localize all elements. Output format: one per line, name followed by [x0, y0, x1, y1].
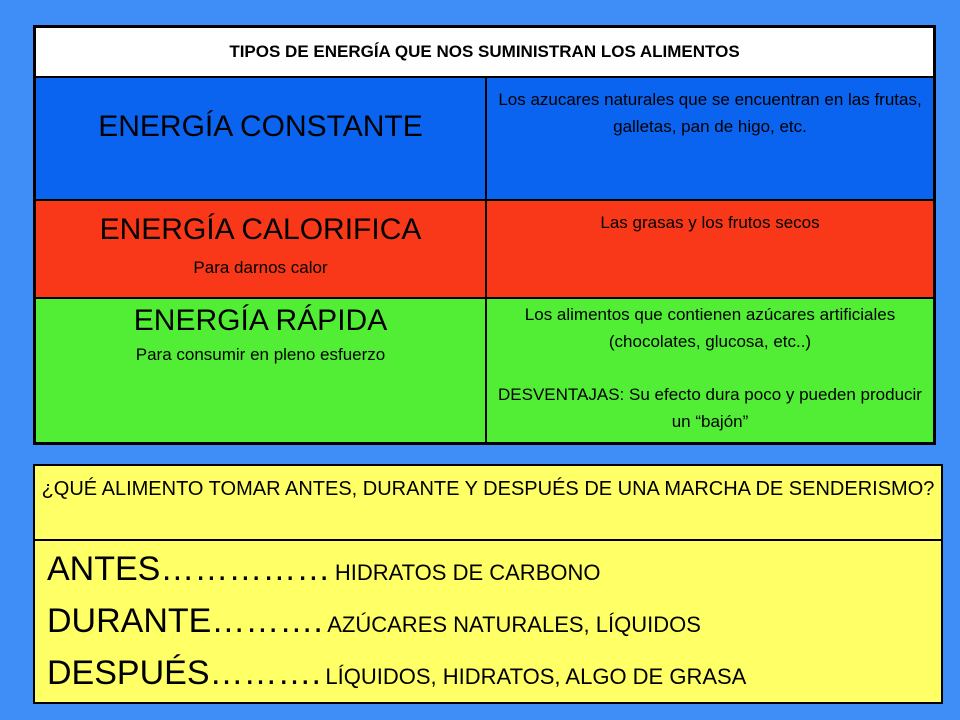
energy-note: Para darnos calor	[193, 258, 328, 277]
after-label: DESPUÉS……….	[47, 654, 321, 692]
energy-name: ENERGÍA CONSTANTE	[98, 110, 423, 143]
energy-description: Las grasas y los frutos secos	[600, 213, 820, 232]
before-label: ANTES……………	[47, 550, 331, 588]
hiking-question: ¿QUÉ ALIMENTO TOMAR ANTES, DURANTE Y DESPUÉS DE UNA MARCHA DE SENDERISMO?	[35, 466, 941, 541]
during-line	[47, 602, 701, 641]
energy-description-cell	[487, 201, 933, 297]
energy-row-calorific	[36, 201, 933, 299]
energy-row-constant	[36, 78, 933, 201]
energy-name-cell	[36, 299, 487, 442]
energy-name-cell	[36, 201, 487, 297]
energy-name: ENERGÍA CALORIFICA	[99, 213, 422, 246]
after-line	[47, 654, 746, 693]
energy-note: Para consumir en pleno esfuerzo	[135, 345, 386, 364]
energy-description: Los azucares naturales que se encuentran en las frutas, galletas, pan de higo, etc.	[498, 90, 922, 136]
after-value: LÍQUIDOS, HIDRATOS, ALGO DE GRASA	[325, 664, 747, 689]
before-line	[47, 550, 600, 589]
during-label: DURANTE……….	[47, 602, 323, 640]
energy-description-cell	[487, 78, 933, 199]
hiking-food-box	[33, 464, 943, 704]
table-title: TIPOS DE ENERGÍA QUE NOS SUMINISTRAN LOS ALIMENTOS	[36, 28, 933, 78]
during-value: AZÚCARES NATURALES, LÍQUIDOS	[327, 612, 701, 637]
energy-name: ENERGÍA RÁPIDA	[133, 304, 388, 337]
energy-types-table	[33, 25, 936, 445]
energy-description-cell	[487, 299, 933, 442]
energy-name-cell	[36, 78, 487, 199]
before-value: HIDRATOS DE CARBONO	[334, 560, 601, 585]
energy-disadvantages: DESVENTAJAS: Su efecto dura poco y pueden producir un “bajón”	[498, 385, 922, 431]
energy-description: Los alimentos que contienen azúcares artificiales (chocolates, glucosa, etc..)	[524, 305, 896, 351]
energy-row-fast	[36, 299, 933, 442]
